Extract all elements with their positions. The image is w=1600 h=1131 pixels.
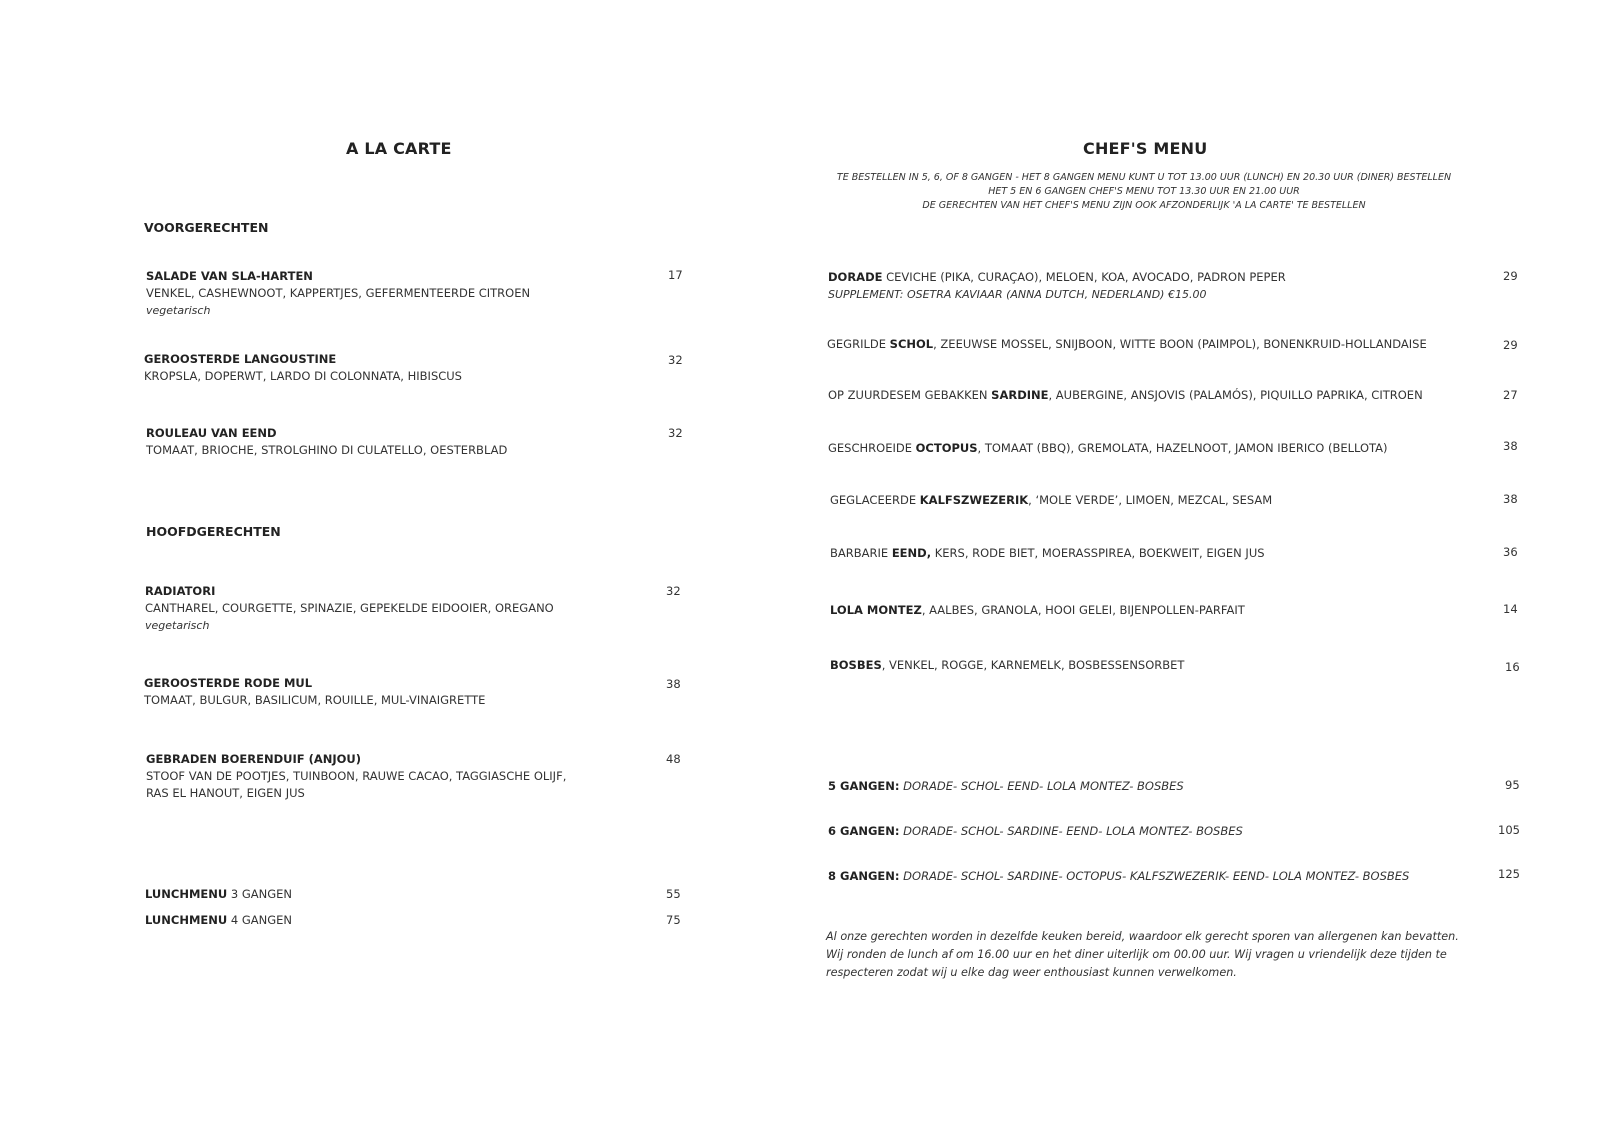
tasting-menu-item <box>828 868 1409 885</box>
dish-name: DORADE <box>828 270 883 284</box>
dish-prefix: BARBARIE <box>830 546 892 560</box>
lunch-menu-item <box>145 913 292 927</box>
tasting-menu-item <box>828 778 1184 795</box>
tasting-menu-item <box>828 823 1243 840</box>
dish-note: vegetarisch <box>146 304 211 317</box>
menu-courses: DORADE- SCHOL- SARDINE- OCTOPUS- KALFSZWEZERIK- EEND- LOLA MONTEZ- BOSBES <box>899 869 1410 883</box>
dish-price: 32 <box>668 353 683 367</box>
menu-item <box>828 440 1388 457</box>
dish-description: TOMAAT, BULGUR, BASILICUM, ROUILLE, MUL-VINAIGRETTE <box>144 693 486 707</box>
dish-description: TOMAAT, BRIOCHE, STROLGHINO DI CULATELLO, OESTERBLAD <box>146 443 508 457</box>
dish-price: 14 <box>1503 602 1518 616</box>
dish-price: 38 <box>1503 439 1518 453</box>
dish-description: , ZEEUWSE MOSSEL, SNIJBOON, WITTE BOON (PAIMPOL), BONENKRUID-HOLLANDAISE <box>933 337 1427 351</box>
info-line: TE BESTELLEN IN 5, 6, OF 8 GANGEN - HET 8 GANGEN MENU KUNT U TOT 13.00 UUR (LUNCH) EN 20.30 UUR (DINER) BESTELLEN <box>836 172 1452 183</box>
dish-description: KERS, RODE BIET, MOERASSPIREA, BOEKWEIT, EIGEN JUS <box>931 546 1265 560</box>
menu-courses: DORADE- SCHOL- SARDINE- EEND- LOLA MONTEZ- BOSBES <box>899 824 1243 838</box>
mains-heading: HOOFDGERECHTEN <box>146 524 281 539</box>
menu-item <box>144 675 485 709</box>
menu-item <box>146 751 566 802</box>
dish-prefix: OP ZUURDESEM GEBAKKEN <box>828 388 992 402</box>
dish-description: , AALBES, GRANOLA, HOOI GELEI, BIJENPOLLEN-PARFAIT <box>921 603 1245 617</box>
a-la-carte-title: A LA CARTE <box>346 139 452 158</box>
footer-line: Al onze gerechten worden in dezelfde keuken bereid, waardoor elk gerecht sporen van allergenen kan bevatten. <box>826 930 1459 943</box>
lunch-label: LUNCHMENU <box>145 887 228 901</box>
dish-price: 17 <box>668 268 683 282</box>
chefs-menu-title: CHEF'S MENU <box>1083 139 1208 158</box>
dish-price: 32 <box>666 584 681 598</box>
menu-item <box>146 268 530 319</box>
dish-description: , TOMAAT (BBQ), GREMOLATA, HAZELNOOT, JAMON IBERICO (BELLOTA) <box>977 441 1388 455</box>
dish-description: , VENKEL, ROGGE, KARNEMELK, BOSBESSENSORBET <box>881 658 1185 672</box>
dish-price: 38 <box>666 677 681 691</box>
dish-name: SCHOL <box>889 337 934 351</box>
menu-label: 5 GANGEN: <box>828 779 900 793</box>
dish-name: ROULEAU VAN EEND <box>146 426 277 440</box>
dish-description: , ‘MOLE VERDE’, LIMOEN, MEZCAL, SESAM <box>1028 493 1273 507</box>
dish-price: 32 <box>668 426 683 440</box>
dish-description: , AUBERGINE, ANSJOVIS (PALAMÓS), PIQUILLO PAPRIKA, CITROEN <box>1048 388 1423 402</box>
menu-item <box>145 583 554 634</box>
menu-label: 8 GANGEN: <box>828 869 900 883</box>
dish-price: 27 <box>1503 388 1518 402</box>
info-line: HET 5 EN 6 GANGEN CHEF'S MENU TOT 13.30 UUR EN 21.00 UUR <box>988 186 1300 197</box>
dish-price: 48 <box>666 752 681 766</box>
dish-description: KROPSLA, DOPERWT, LARDO DI COLONNATA, HIBISCUS <box>144 369 462 383</box>
info-line: DE GERECHTEN VAN HET CHEF'S MENU ZIJN OOK AFZONDERLIJK 'A LA CARTE' TE BESTELLEN <box>922 200 1366 211</box>
chefs-menu-info <box>794 171 1494 213</box>
dish-name: OCTOPUS <box>915 441 978 455</box>
menu-item <box>830 602 1245 619</box>
footer-line: respecteren zodat wij u elke dag weer enthousiast kunnen verwelkomen. <box>826 966 1237 979</box>
menu-label: 6 GANGEN: <box>828 824 900 838</box>
dish-price: 29 <box>1503 269 1518 283</box>
dish-name: SARDINE <box>991 388 1049 402</box>
starters-heading: VOORGERECHTEN <box>144 220 269 235</box>
lunch-courses: 4 GANGEN <box>227 913 293 927</box>
dish-description: CEVICHE (PIKA, CURAÇAO), MELOEN, KOA, AVOCADO, PADRON PEPER <box>882 270 1286 284</box>
menu-item <box>830 657 1184 674</box>
lunch-label: LUNCHMENU <box>145 913 228 927</box>
dish-name: BOSBES <box>830 658 882 672</box>
dish-prefix: GEGRILDE <box>827 337 890 351</box>
menu-price: 95 <box>1505 778 1520 792</box>
dish-price: 16 <box>1505 660 1520 674</box>
dish-name: KALFSZWEZERIK <box>919 493 1029 507</box>
menu-item <box>828 269 1286 303</box>
menu-item <box>146 425 507 459</box>
dish-description: VENKEL, CASHEWNOOT, KAPPERTJES, GEFERMENTEERDE CITROEN <box>146 286 531 300</box>
dish-prefix: GESCHROEIDE <box>828 441 916 455</box>
dish-name: RADIATORI <box>145 584 216 598</box>
menu-item <box>828 387 1423 404</box>
dish-price: 36 <box>1503 545 1518 559</box>
dish-note: vegetarisch <box>145 619 210 632</box>
dish-price: 38 <box>1503 492 1518 506</box>
dish-name: EEND, <box>891 546 932 560</box>
menu-item <box>144 351 462 385</box>
dish-name: SALADE VAN SLA-HARTEN <box>146 269 313 283</box>
dish-description: STOOF VAN DE POOTJES, TUINBOON, RAUWE CACAO, TAGGIASCHE OLIJF, <box>146 769 567 783</box>
dish-description: RAS EL HANOUT, EIGEN JUS <box>146 786 305 800</box>
dish-name: GEROOSTERDE RODE MUL <box>144 676 313 690</box>
lunch-menu-item <box>145 887 292 901</box>
lunch-price: 75 <box>666 913 681 927</box>
dish-name: GEROOSTERDE LANGOUSTINE <box>144 352 337 366</box>
dish-prefix: GEGLACEERDE <box>830 493 920 507</box>
dish-name: LOLA MONTEZ <box>830 603 922 617</box>
menu-price: 125 <box>1498 867 1520 881</box>
dish-price: 29 <box>1503 338 1518 352</box>
dish-line <box>828 269 1286 286</box>
allergen-note <box>826 928 1459 982</box>
dish-name: GEBRADEN BOERENDUIF (ANJOU) <box>146 752 362 766</box>
menu-price: 105 <box>1498 823 1520 837</box>
menu-item <box>830 545 1265 562</box>
menu-item <box>830 492 1272 509</box>
lunch-price: 55 <box>666 887 681 901</box>
menu-item <box>827 336 1427 353</box>
footer-line: Wij ronden de lunch af om 16.00 uur en het diner uiterlijk om 00.00 uur. Wij vragen u vriendelijk deze tijden te <box>826 948 1447 961</box>
dish-supplement: SUPPLEMENT: OSETRA KAVIAAR (ANNA DUTCH, NEDERLAND) €15.00 <box>828 288 1207 301</box>
menu-courses: DORADE- SCHOL- EEND- LOLA MONTEZ- BOSBES <box>899 779 1184 793</box>
lunch-courses: 3 GANGEN <box>227 887 293 901</box>
dish-description: CANTHAREL, COURGETTE, SPINAZIE, GEPEKELDE EIDOOIER, OREGANO <box>145 601 554 615</box>
